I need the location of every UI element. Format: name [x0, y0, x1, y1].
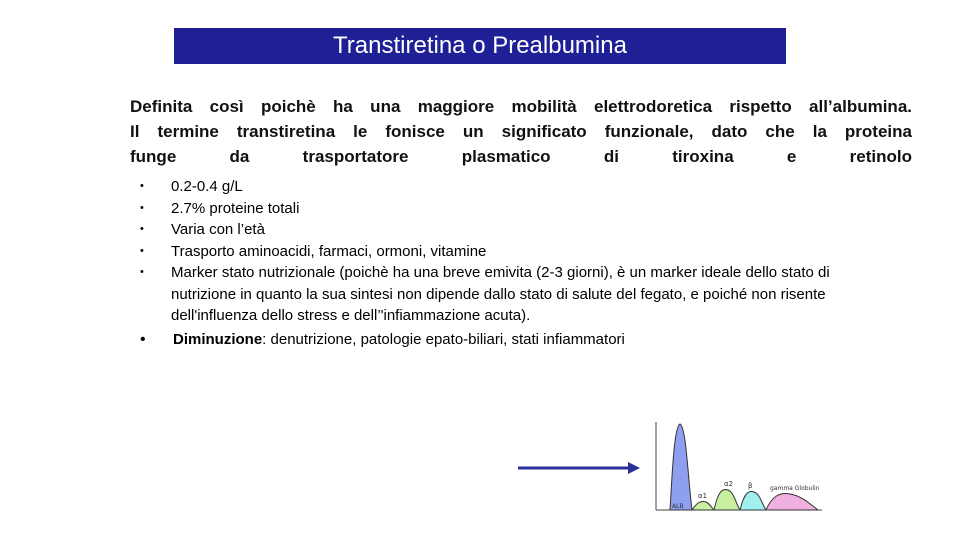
intro-line-1: Definita così poichè ha una maggiore mobilità elettrodoretica rispetto all’albumina. — [130, 97, 912, 116]
bullet-text: Trasporto aminoacidi, farmaci, ormoni, vitamine — [171, 242, 487, 260]
gamma-peak — [766, 494, 818, 510]
bullet-text: Varia con l’età — [171, 221, 265, 238]
bullet-icon: • — [140, 223, 144, 235]
intro-line-3: funge da trasportatore plasmatico di tiroxina e retinolo — [130, 147, 912, 166]
list-item — [140, 241, 840, 263]
intro-line-2: Il termine transtiretina le fonisce un significato funzionale, dato che la proteina — [130, 122, 912, 141]
gamma-label: gamma Globulin — [770, 485, 820, 492]
alpha1-label: α1 — [698, 492, 708, 500]
electrophoresis-figure — [652, 418, 824, 512]
alpha1-peak — [692, 501, 714, 510]
bullet-list — [140, 176, 840, 350]
bullet-text: 2.7% proteine totali — [171, 199, 300, 217]
alb-peak — [670, 424, 692, 510]
arrow-head — [628, 462, 640, 474]
alpha2-label: α2 — [724, 480, 734, 488]
alb-label: ALB — [672, 503, 684, 510]
intro-paragraph — [130, 94, 912, 169]
bullet-text: Marker stato nutrizionale (poichè ha una breve emivita (2-3 giorni), è un marker ideale dello stato di nutrizione in quanto la sua sintesi non dipende dallo stato di salute del fegato, e poiché non risente dell'influenza dello stress e dell’'infiammazione acuta). — [171, 264, 830, 324]
bullet-text: : denutrizione, patologie epato-biliari, stati infiammatori — [262, 330, 625, 348]
bullet-text: 0.2-0.4 g/L — [171, 178, 243, 195]
beta-peak — [740, 492, 766, 510]
bullet-icon: • — [140, 244, 144, 257]
beta-label: β — [748, 482, 753, 490]
bullet-icon: • — [140, 266, 144, 278]
bullet-icon: • — [140, 330, 146, 348]
list-item — [140, 198, 840, 220]
bullet-bold-term: Diminuzione — [173, 330, 263, 348]
arrow-icon — [516, 458, 642, 478]
list-item — [140, 176, 840, 198]
alpha2-peak — [714, 490, 740, 510]
bullet-icon: • — [140, 180, 144, 192]
title-banner — [174, 28, 786, 64]
list-item — [140, 262, 840, 327]
slide-title: Transtiretina o Prealbumina — [333, 32, 627, 59]
list-item — [140, 219, 840, 241]
list-item — [140, 329, 840, 351]
bullet-icon: • — [140, 201, 144, 214]
